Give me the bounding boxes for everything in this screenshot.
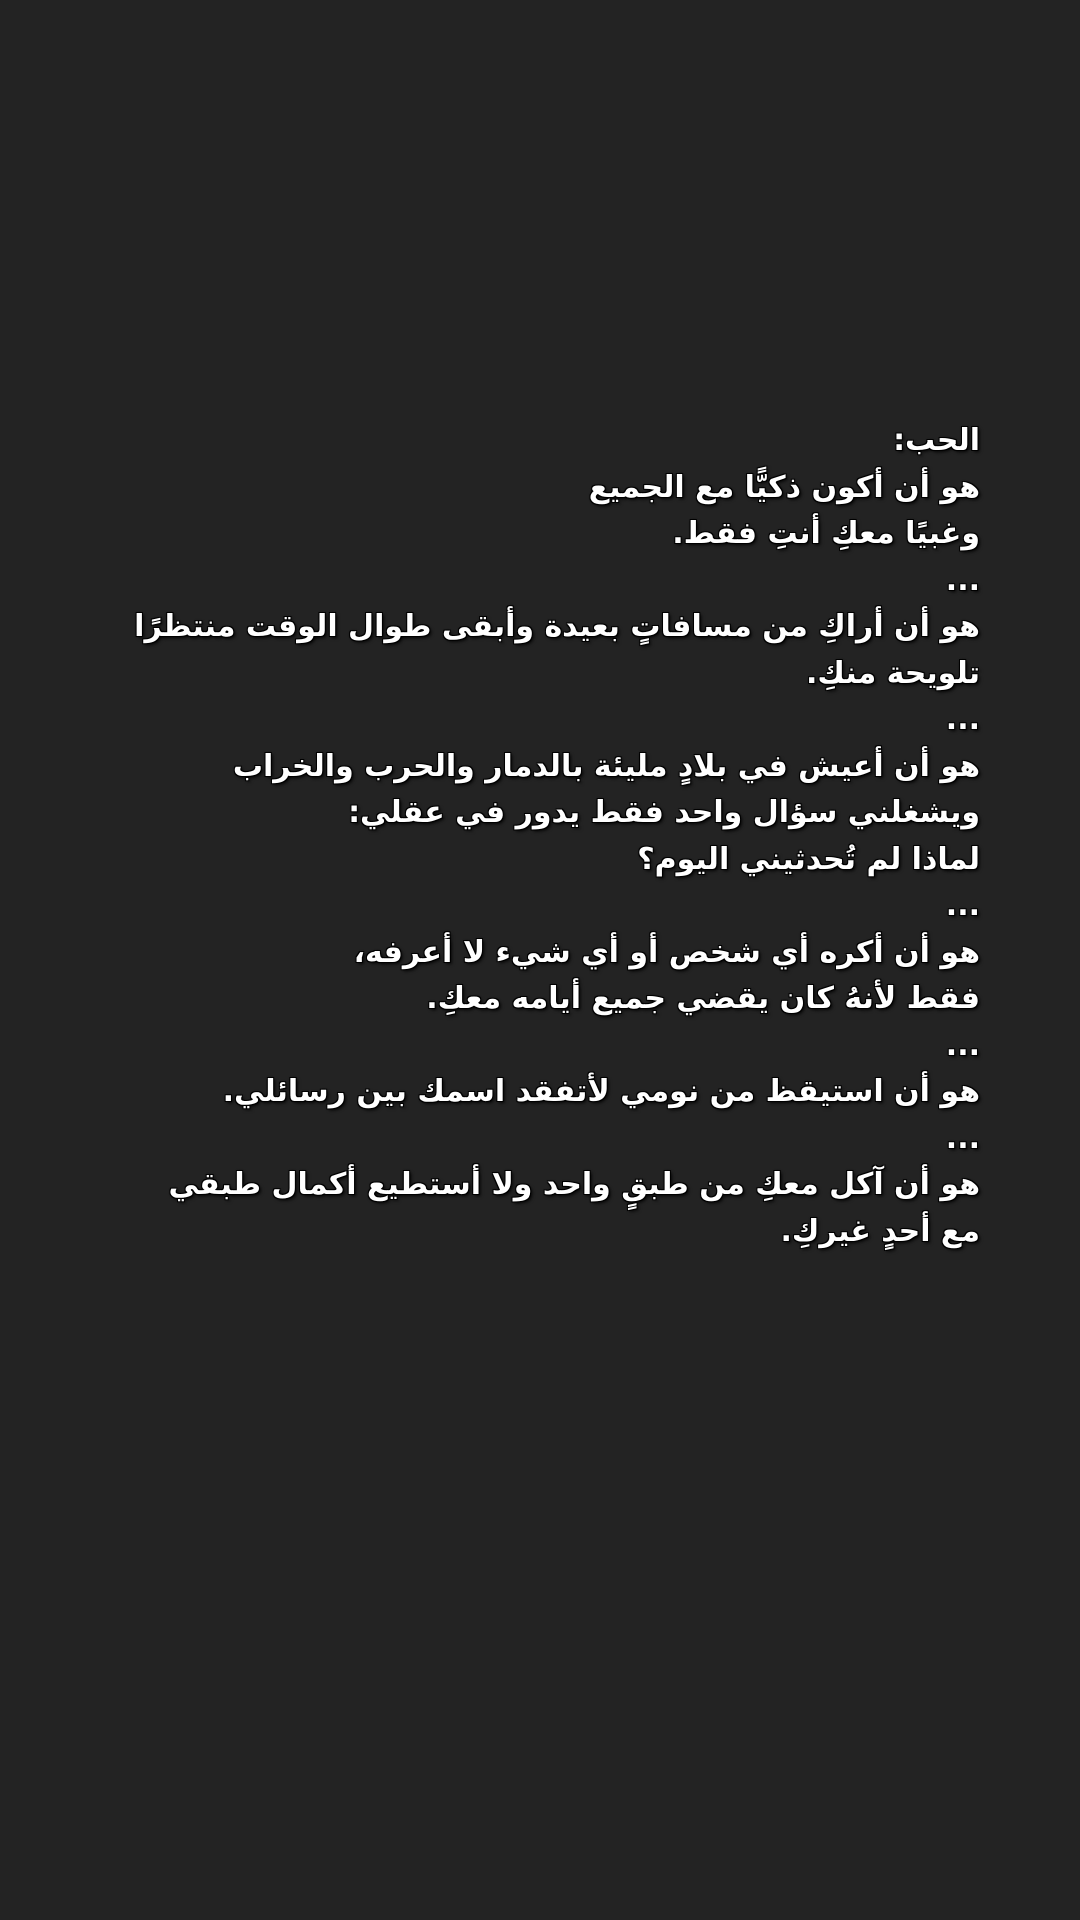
poem-line: هو أن أراكِ من مسافاتٍ بعيدة وأبقى طوال الوقت منتظرًا تلويحة منكِ.: [134, 609, 980, 691]
poem-line: هو أن أكون ذكيًّا مع الجميع: [588, 469, 980, 505]
poem-text-block: [120, 418, 980, 1255]
poem-line: هو أن أعيش في بلادٍ مليئة بالدمار والحرب والخراب ويشغلني سؤال واحد فقط يدور في عقلي:: [232, 748, 980, 830]
poem-line: لماذا لم تُحدثيني اليوم؟: [637, 841, 980, 877]
poem-line: هو أن أكره أي شخص أو أي شيء لا أعرفه،: [353, 934, 980, 970]
poem-line: هو أن استيقظ من نومي لأتفقد اسمك بين رسائلي.: [222, 1074, 980, 1109]
poem-line: وغبيًا معكِ أنتِ فقط.: [672, 516, 980, 551]
poem-line: فقط لأنهُ كان يقضي جميع أيامه معكِ.: [426, 981, 980, 1016]
separator-dots: ...: [945, 1120, 980, 1156]
poem-title: الحب:: [893, 423, 980, 458]
separator-dots: ...: [945, 562, 980, 598]
separator-dots: ...: [945, 702, 980, 737]
poem-line: هو أن آكل معكِ من طبقٍ واحد ولا أستطيع أكمال طبقي مع أحدٍ غيركِ.: [168, 1167, 980, 1249]
separator-dots: ...: [945, 888, 980, 923]
separator-dots: ...: [945, 1027, 980, 1063]
